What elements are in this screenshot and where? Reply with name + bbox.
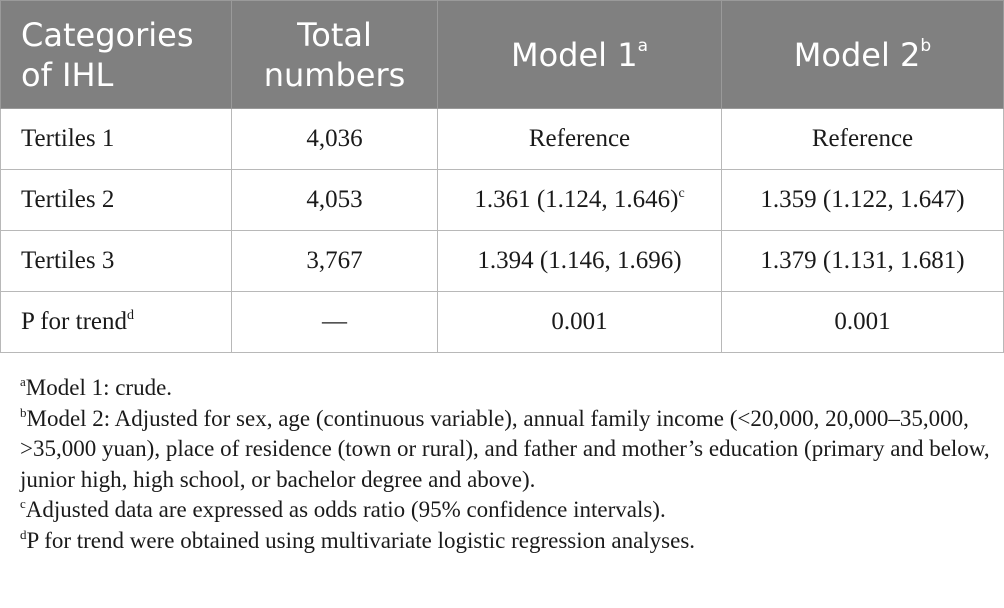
cell-category: P for trend$^d$ (1, 292, 232, 353)
cell-model-2: 1.379 (1.131, 1.681) (722, 231, 1004, 292)
footnote-a: $^a$Model 1: crude. (20, 374, 173, 400)
table-row (1, 231, 1004, 292)
cell-model-1: 1.361 (1.124, 1.646)$^c$ (438, 170, 722, 231)
footnote-b: $^b$Model 2: Adjusted for sex, age (continuous variable), annual family income (<20,000, 20,000–35,000, >35,000 yuan), place of residence (town or rural), and father and mother’s education (primary and below, junior high, high school, or bachelor degree and above). (20, 404, 990, 492)
footnote-d: $^d$P for trend were obtained using multivariate logistic regression analyses. (20, 526, 696, 553)
header-total-numbers: Total numbers (232, 1, 438, 109)
header-model-1: Model 1$^a$ (438, 1, 722, 109)
table-row (1, 109, 1004, 170)
cell-model-2: Reference (722, 109, 1004, 170)
table-header (1, 1, 1004, 109)
cell-model-2: 1.359 (1.122, 1.647) (722, 170, 1004, 231)
header-categories: Categories of IHL (1, 1, 232, 109)
table-row (1, 170, 1004, 231)
cell-total: 3,767 (232, 231, 438, 292)
cell-category: Tertiles 2 (1, 170, 232, 231)
cell-category: Tertiles 3 (1, 231, 232, 292)
cell-total: 4,036 (232, 109, 438, 170)
cell-model-2: 0.001 (722, 292, 1004, 353)
header-row (1, 1, 1004, 109)
table-footnotes (20, 373, 995, 556)
table-body (1, 109, 1004, 353)
table-row (1, 292, 1004, 353)
cell-total: 4,053 (232, 170, 438, 231)
cell-model-1: 0.001 (438, 292, 722, 353)
header-model-2: Model 2$^b$ (722, 1, 1004, 109)
footnote-c: $^c$Adjusted data are expressed as odds ratio (95% confidence intervals). (20, 496, 666, 522)
cell-total: — (232, 292, 438, 353)
cell-model-1: Reference (438, 109, 722, 170)
cell-category: Tertiles 1 (1, 109, 232, 170)
cell-model-1: 1.394 (1.146, 1.696) (438, 231, 722, 292)
